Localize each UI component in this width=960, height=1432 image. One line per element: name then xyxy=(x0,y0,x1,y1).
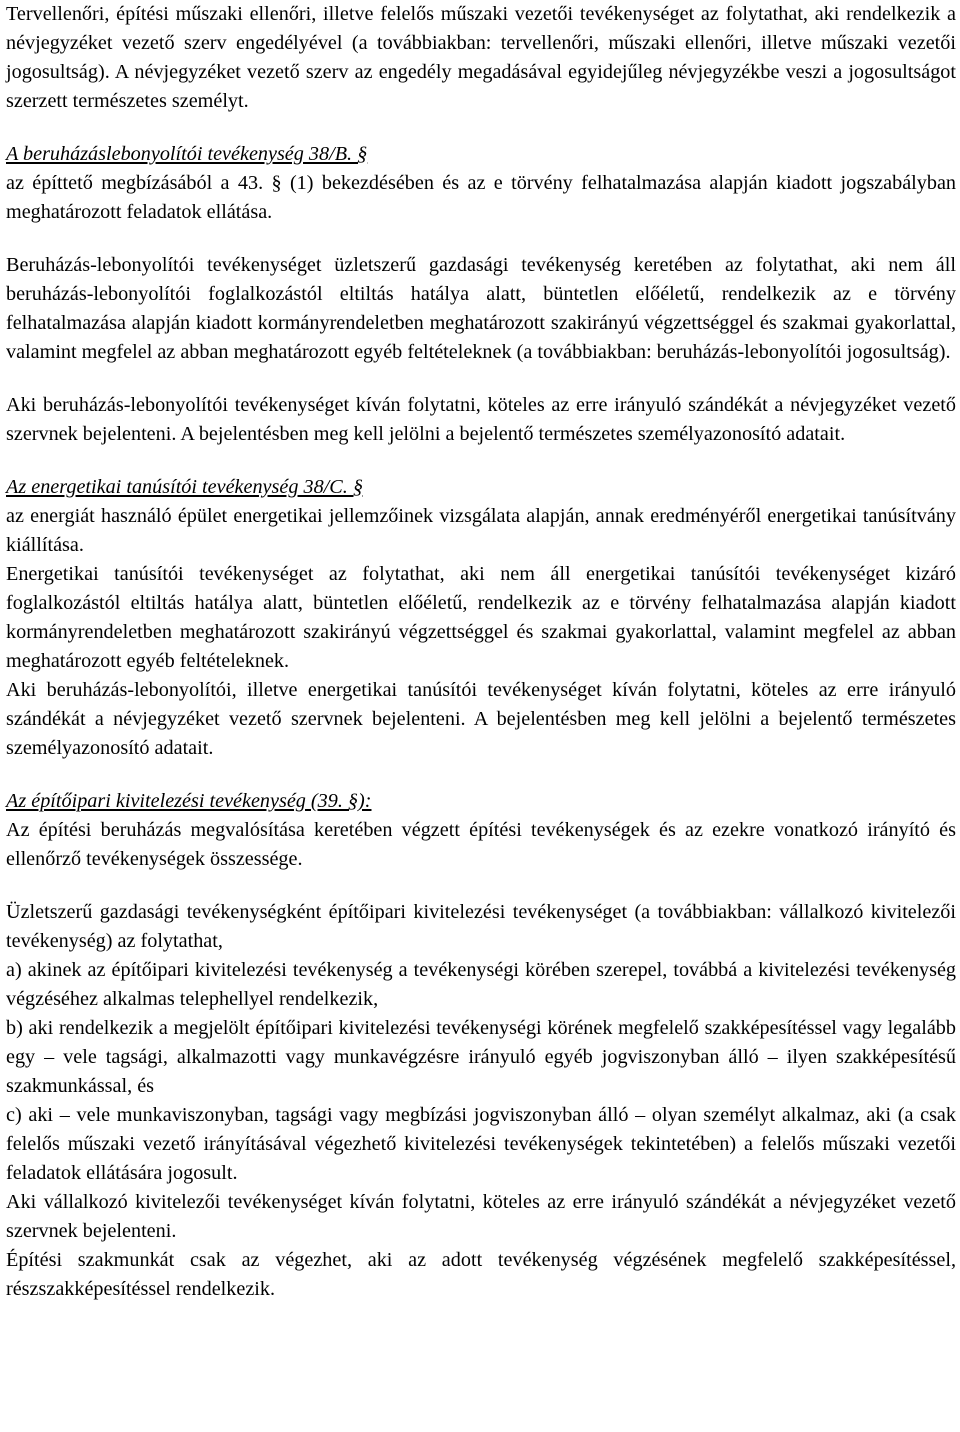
list-item-a: a) akinek az építőipari kivitelezési tevékenység a tevékenységi körében szerepel, továbbá a kivitelezési tevékenység végzéséhez alkalmas telephellyel rendelkezik, xyxy=(6,959,956,1010)
section-paragraph: Energetikai tanúsítói tevékenységet az folytathat, aki nem áll energetikai tanúsítói tevékenységet kizáró foglalkozástól eltiltás hatálya alatt, büntetlen előéletű, rendelkezik az e törvény felhatalmazása alapján kiadott kormányrendeletben meghatározott szakirányú végzettséggel és szakmai gyakorlattal, valamint megfelel az abban meghatározott egyéb feltételeknek. xyxy=(6,563,956,672)
section-beruhazaslebonyolitoi xyxy=(6,140,956,449)
spacer xyxy=(6,449,956,473)
section-paragraph: Beruházás-lebonyolítói tevékenységet üzletszerű gazdasági tevékenység keretében az folytathat, aki nem áll beruházás-lebonyolítói foglalkozástól eltiltás hatálya alatt, büntetlen előéletű, rendelkezik az e törvény felhatalmazása alapján kiadott kormányrendeletben meghatározott szakirányú végzettséggel és szakmai gyakorlattal, valamint megfelel az abban meghatározott egyéb feltételeknek (a továbbiakban: beruházás-lebonyolítói jogosultság). xyxy=(6,254,956,363)
document-page xyxy=(6,0,956,1304)
section-paragraph: Építési szakmunkát csak az végezhet, aki az adott tevékenység végzésének megfelelő szakképesítéssel, részszakképesítéssel rendelkezik. xyxy=(6,1249,956,1300)
section-paragraph: Aki beruházás-lebonyolítói, illetve energetikai tanúsítói tevékenységet kíván folytatni, köteles az erre irányuló szándékát a névjegyzéket vezető szervnek bejelenteni. A bejelentésben meg kell jelölni a bejelentő természetes személyazonosító adatait. xyxy=(6,679,956,759)
list-item-c: c) aki – vele munkaviszonyban, tagsági vagy megbízási jogviszonyban álló – olyan személyt alkalmaz, aki (a csak felelős műszaki vezető irányításával végezhető kivitelezési tevékenységek tekintetében) a felelős műszaki vezetői feladatok ellátására jogosult. xyxy=(6,1104,956,1184)
spacer xyxy=(6,227,956,251)
section-epitoipari-kivitelezesi xyxy=(6,787,956,1304)
spacer xyxy=(6,116,956,140)
section-energetikai-tanusitoi xyxy=(6,473,956,763)
spacer xyxy=(6,763,956,787)
section-heading: Az építőipari kivitelezési tevékenység (39. §): xyxy=(6,790,372,812)
section-paragraph: Az építési beruházás megvalósítása keretében végzett építési tevékenységek és az ezekre vonatkozó irányító és ellenőrző tevékenységek összessége. xyxy=(6,819,956,870)
intro-paragraph: Tervellenőri, építési műszaki ellenőri, illetve felelős műszaki vezetői tevékenységet az folytathat, aki rendelkezik a névjegyzéket vezető szerv engedélyével (a továbbiakban: tervellenőri, műszaki ellenőri, illetve műszaki vezetői jogosultság). A névjegyzéket vezető szerv az engedély megadásával egyidejűleg névjegyzékbe veszi a jogosultságot szerzett természetes személyt. xyxy=(6,3,956,112)
section-heading: Az energetikai tanúsítói tevékenység 38/C. § xyxy=(6,476,363,498)
spacer xyxy=(6,874,956,898)
list-item-b: b) aki rendelkezik a megjelölt építőipari kivitelezési tevékenységi körének megfelelő szakképesítéssel vagy legalább egy – vele tagsági, alkalmazotti vagy munkavégzésre irányuló egyéb jogviszonyban álló – ilyen szakképesítésű szakmunkással, és xyxy=(6,1017,956,1097)
section-heading: A beruházáslebonyolítói tevékenység 38/B. § xyxy=(6,143,368,165)
section-paragraph: az energiát használó épület energetikai jellemzőinek vizsgálata alapján, annak eredményéről energetikai tanúsítvány kiállítása. xyxy=(6,505,956,556)
spacer xyxy=(6,367,956,391)
section-paragraph: Üzletszerű gazdasági tevékenységként építőipari kivitelezési tevékenységet (a továbbiakban: vállalkozó kivitelezői tevékenység) az folytathat, xyxy=(6,901,956,952)
section-paragraph: Aki vállalkozó kivitelezői tevékenységet kíván folytatni, köteles az erre irányuló szándékát a névjegyzéket vezető szervnek bejelenteni. xyxy=(6,1191,956,1242)
section-paragraph: az építtető megbízásából a 43. § (1) bekezdésében és az e törvény felhatalmazása alapján kiadott jogszabályban meghatározott feladatok ellátása. xyxy=(6,172,956,223)
section-paragraph: Aki beruházás-lebonyolítói tevékenységet kíván folytatni, köteles az erre irányuló szándékát a névjegyzéket vezető szervnek bejelenteni. A bejelentésben meg kell jelölni a bejelentő természetes személyazonosító adatait. xyxy=(6,394,956,445)
